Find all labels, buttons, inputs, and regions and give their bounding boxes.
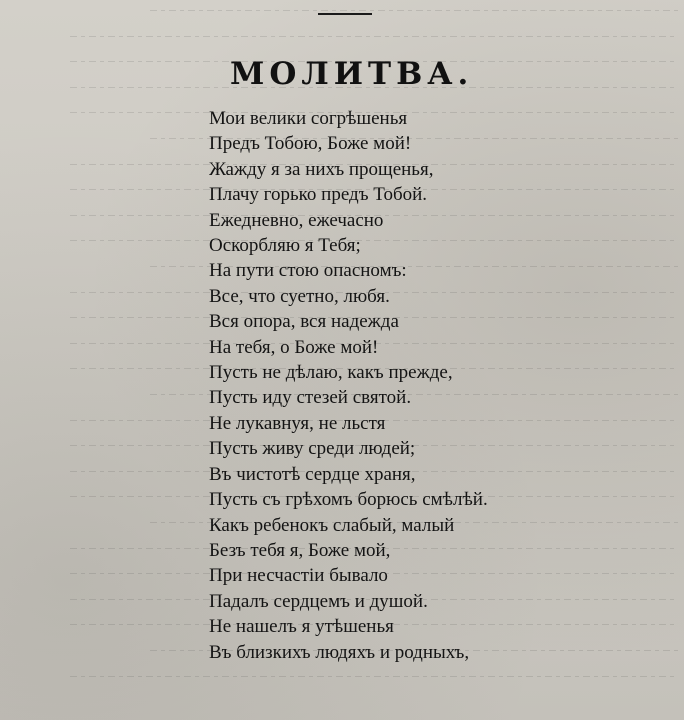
poem-line: Жажду я за нихъ прощенья, [209, 158, 434, 180]
poem-line: Падалъ сердцемъ и душой. [209, 590, 428, 612]
poem-line: Пусть иду стезей святой. [209, 387, 412, 409]
bleed-through-line [150, 10, 678, 11]
poem-line: Въ чистотѣ сердце храня, [209, 463, 416, 485]
bleed-through-line [70, 36, 678, 37]
poem-line: Въ близкихъ людяхъ и родныхъ, [209, 641, 470, 663]
poem-line: Не лукавнуя, не льстя [209, 412, 386, 434]
poem-line: Безъ тебя я, Боже мой, [209, 539, 391, 561]
poem-line: Мои велики согрѣшенья [209, 108, 408, 129]
decorative-rule [318, 13, 372, 15]
poem-line: На тебя, о Боже мой! [209, 336, 379, 358]
poem-line: Пусть живу среди людей; [209, 438, 416, 460]
poem-line: При несчастіи бывало [209, 565, 388, 587]
poem-line: Ежедневно, ежечасно [209, 209, 384, 231]
poem-line: На пути стою опасномъ: [209, 260, 407, 282]
poem-line: Вся опора, вся надежда [209, 311, 399, 333]
poem-line: Не нашелъ я утѣшенья [209, 616, 394, 638]
poem-line: Все, что суетно, любя. [209, 285, 390, 307]
poem-line: Пусть съ грѣхомъ борюсь смѣлѣй. [209, 489, 488, 511]
poem-line: Предъ Тобою, Боже мой! [209, 133, 412, 155]
poem-line: Плачу горько предъ Тобой. [209, 184, 428, 206]
poem-body [209, 106, 649, 665]
poem-line: Какъ ребенокъ слабый, малый [209, 514, 455, 536]
poem-title: МОЛИТВА. [230, 56, 474, 92]
bleed-through-line [70, 676, 678, 677]
poem-line: Оскорбляю я Тебя; [209, 235, 361, 257]
poem-line: Пусть не дѣлаю, какъ прежде, [209, 362, 453, 384]
